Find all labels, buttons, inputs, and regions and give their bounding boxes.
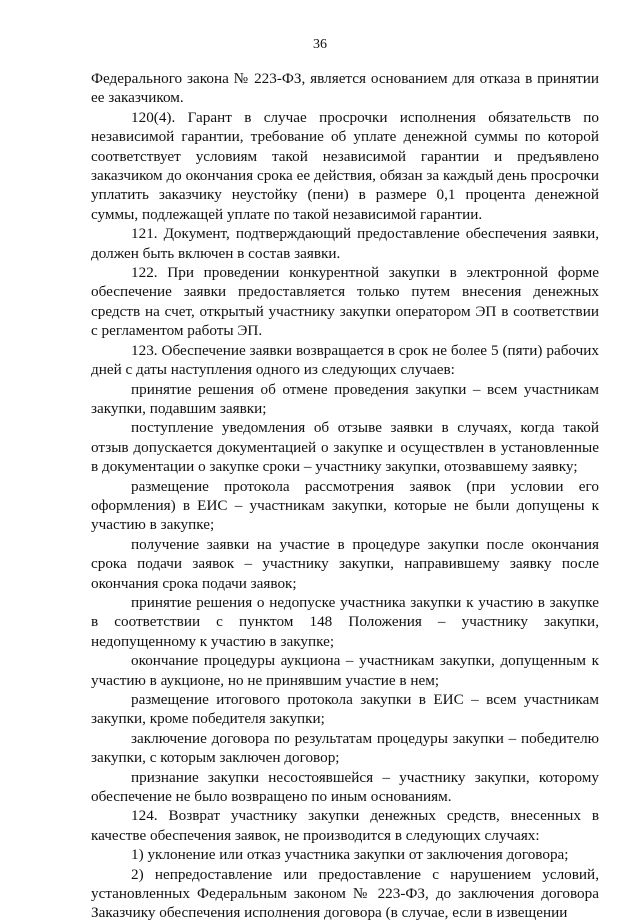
paragraph-124: 124. Возврат участнику закупки денежных средств, внесенных в качестве обеспечения заявок, не производится в следующих случаях: xyxy=(91,807,599,844)
paragraph-1: Федерального закона № 223-ФЗ, является основанием для отказа в принятии ее заказчиком. xyxy=(91,70,599,107)
list-item: заключение договора по результатам процедуры закупки – победителю закупки, с которым заключен договор; xyxy=(91,729,599,767)
numbered-item-1: 1) уклонение или отказ участника закупки от заключения договора; xyxy=(131,846,569,864)
paragraph-123: 123. Обеспечение заявки возвращается в срок не более 5 (пяти) рабочих дней с даты наступления одного из следующих случаев: xyxy=(91,341,599,379)
list-item: размещение итогового протокола закупки в ЕИС – всем участникам закупки, кроме победителя закупки; xyxy=(91,691,599,728)
list-item: окончание процедуры аукциона – участникам закупки, допущенным к участию в аукционе, но не принявшим участие в нем; xyxy=(91,652,599,689)
paragraph-122: 122. При проведении конкурентной закупки в электронной форме обеспечение заявки предоставляется только путем внесения денежных средств на счет, открытый участнику закупки оператором ЭП в соответствии с регламентом работы ЭП. xyxy=(91,264,599,340)
list-item: признание закупки несостоявшейся – участнику закупки, которому обеспечение не было возвращено по иным основаниям. xyxy=(91,768,599,806)
list-item: принятие решения о недопуске участника закупки к участию в закупке в соответствии с пунктом 148 Положения – участнику закупки, недопущенному к участию в закупке; xyxy=(91,593,599,650)
document-body xyxy=(91,69,599,923)
list-item: размещение протокола рассмотрения заявок (при условии его оформления) в ЕИС – участникам закупки, которые не были допущены к участию в закупке; xyxy=(91,477,599,534)
list-item: поступление уведомления об отзыве заявки в случаях, когда такой отзыв допускается документацией о закупке и осуществлен в установленные в документации о закупке сроки – участнику закупки, отозвавшему заявку; xyxy=(91,419,599,476)
numbered-item-2: 2) непредоставление или предоставление с нарушением условий, установленных Федеральным законом № 223-ФЗ, до заключения договора Заказчику обеспечения исполнения договора (в случае, если в извещении xyxy=(91,865,599,922)
paragraph-121: 121. Документ, подтверждающий предоставление обеспечения заявки, должен быть включен в состав заявки. xyxy=(91,225,599,262)
list-item: получение заявки на участие в процедуре закупки после окончания срока подачи заявок – участнику закупки, направившему заявку после окончания срока подачи заявок; xyxy=(91,535,599,592)
paragraph-120-4: 120(4). Гарант в случае просрочки исполнения обязательств по независимой гарантии, требование об уплате денежной суммы по которой соответствует условиям такой независимой гарантии и предъявлено заказчиком до окончания срока ее действия, обязан за каждый день просрочки уплатить заказчику неустойку (пени) в размере 0,1 процента денежной суммы, подлежащей уплате по такой независимой гарантии. xyxy=(91,108,599,223)
list-item: принятие решения об отмене проведения закупки – всем участникам закупки, подавшим заявки; xyxy=(91,380,599,417)
page-number: 36 xyxy=(313,37,327,52)
